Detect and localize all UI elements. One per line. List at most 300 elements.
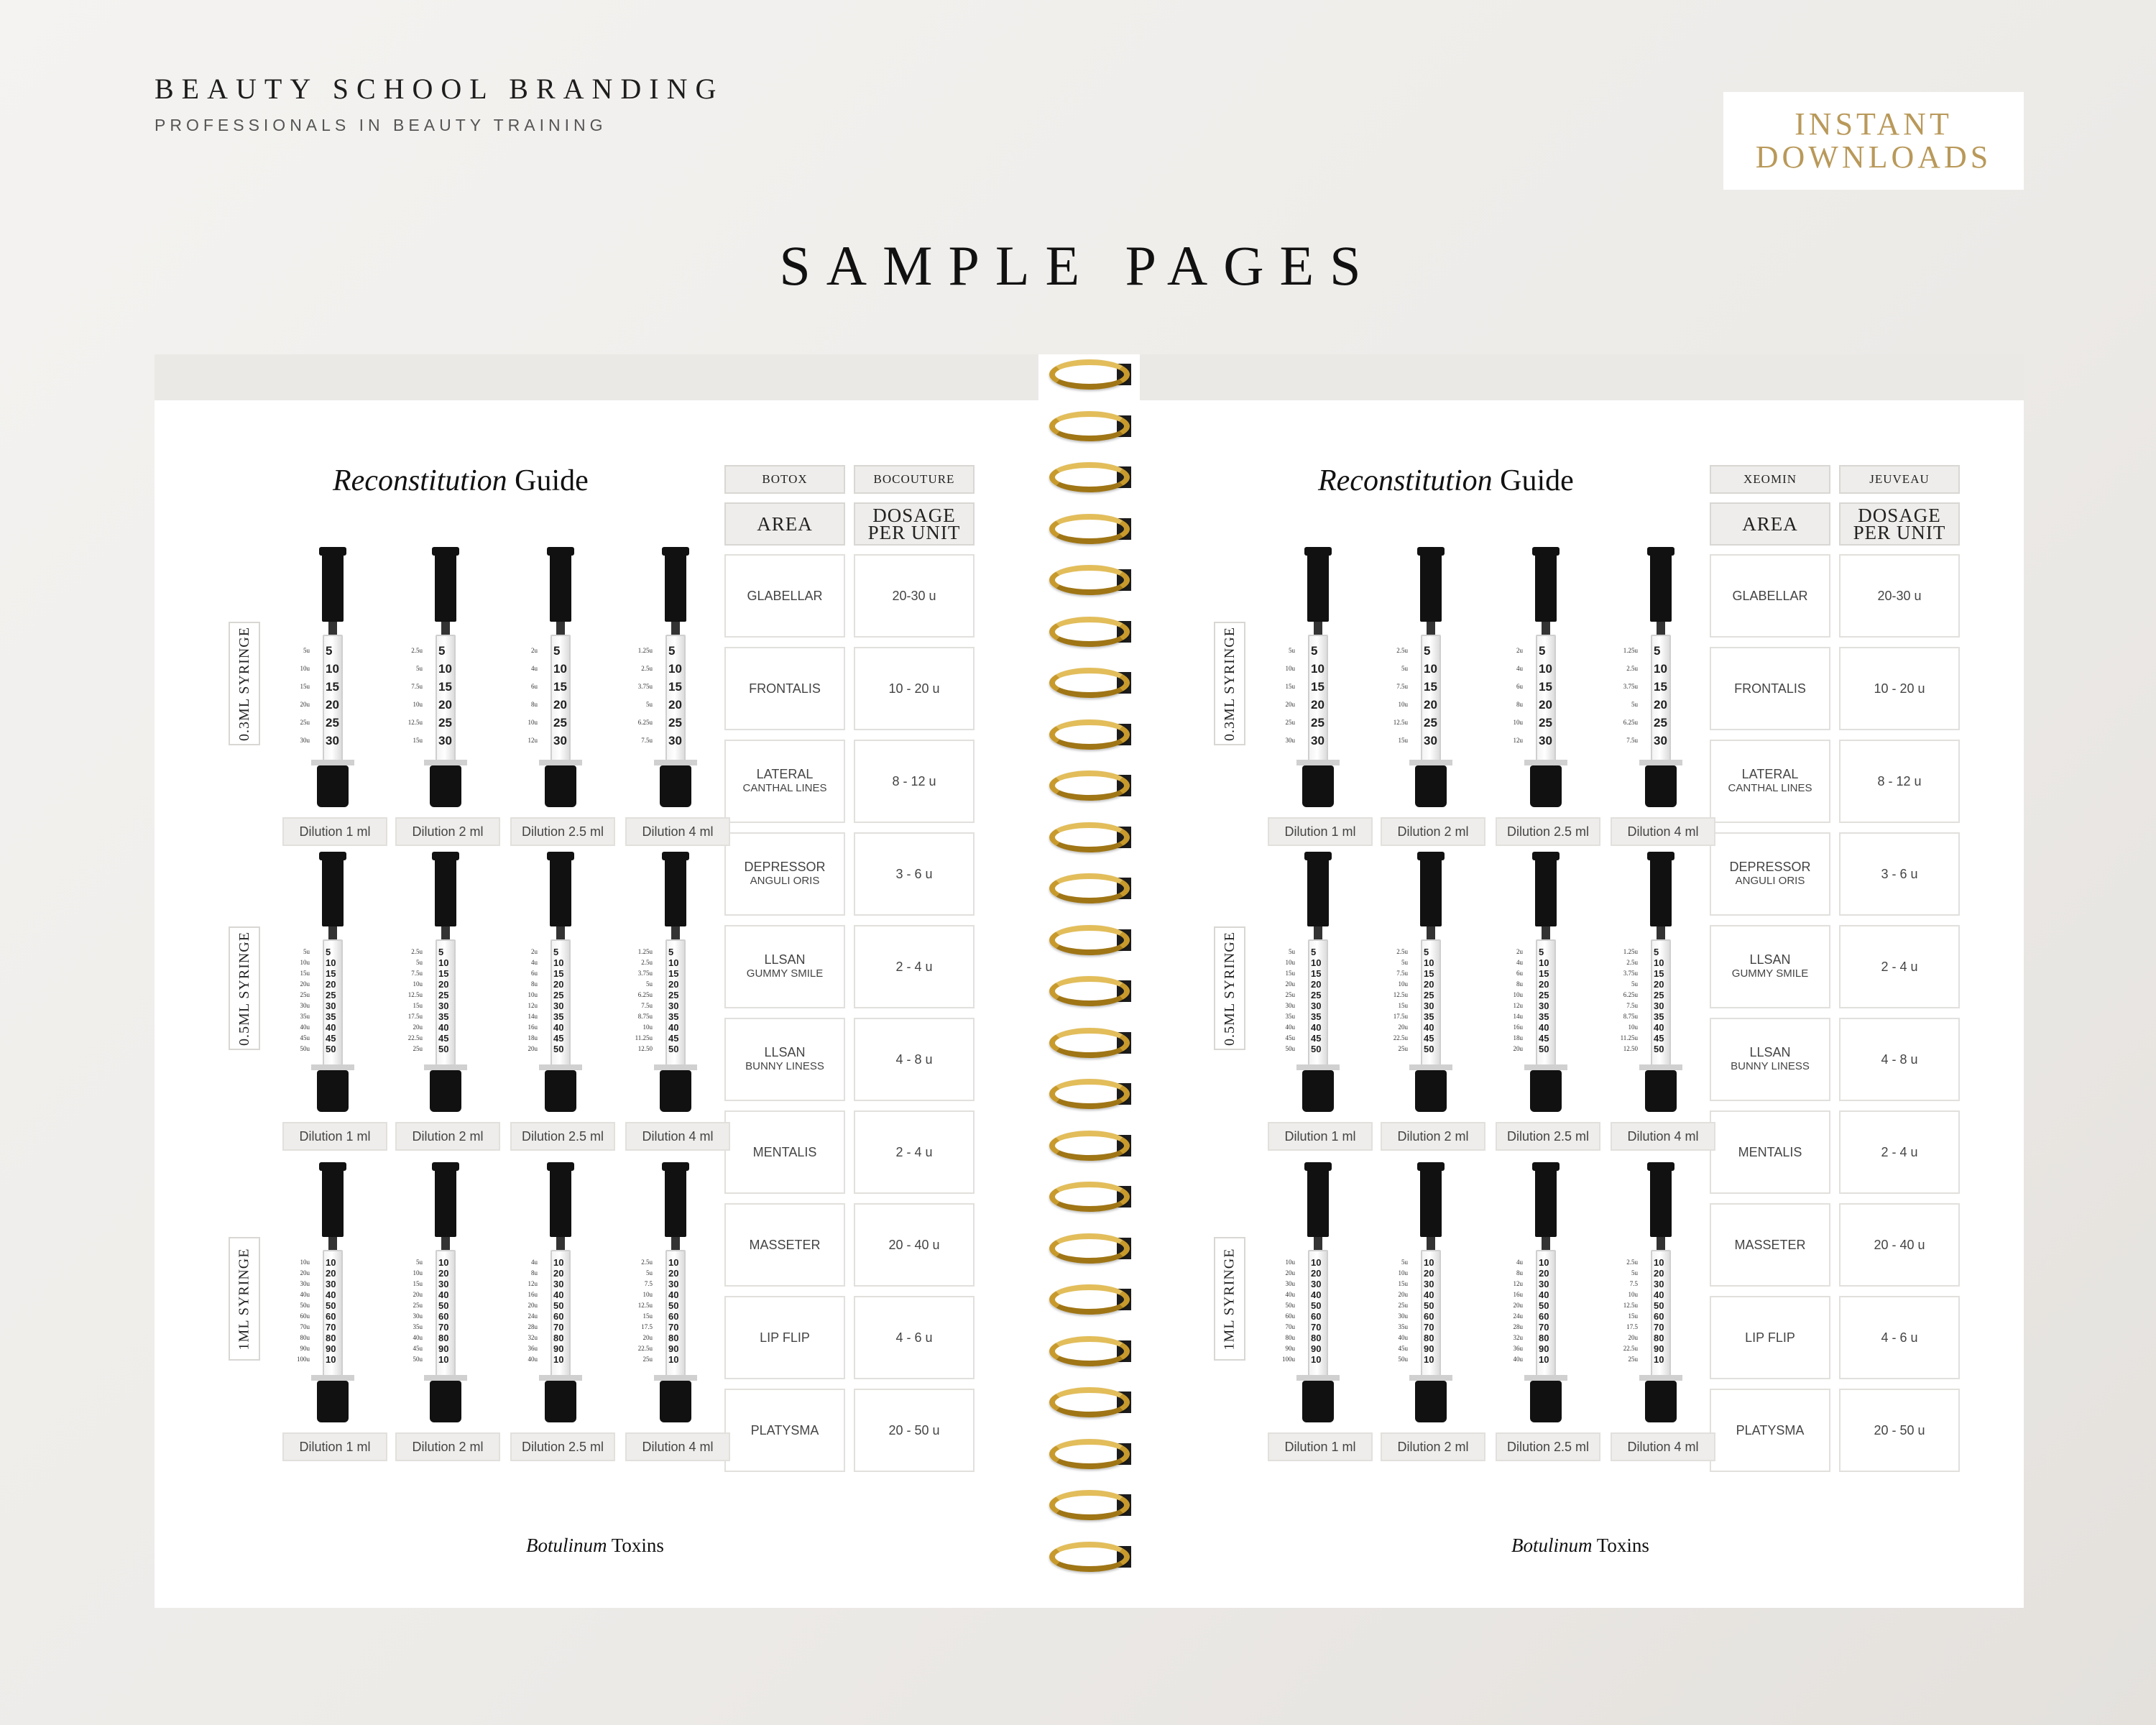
unit-marking: 4u xyxy=(531,959,538,966)
syringe-scale xyxy=(438,947,456,1054)
unit-marking: 2u xyxy=(531,647,538,654)
syringe-scale xyxy=(1654,947,1671,1054)
scale-number: 20 xyxy=(553,698,567,712)
unit-marking: 7.5u xyxy=(641,1002,653,1009)
scale-number: 45 xyxy=(553,1033,564,1044)
scale-number: 60 xyxy=(438,1311,449,1322)
syringe-illustration xyxy=(297,1165,354,1424)
scale-number: 10 xyxy=(1424,957,1434,968)
scale-number: 50 xyxy=(668,1044,679,1054)
binding-ring xyxy=(1049,514,1130,544)
scale-number: 20 xyxy=(1539,979,1549,990)
unit-marking: 5u xyxy=(1631,1269,1638,1276)
unit-marking: 5u xyxy=(1289,948,1295,955)
unit-marking: 30u xyxy=(413,1312,423,1320)
unit-marking: 8.75u xyxy=(1623,1013,1638,1020)
syringe-scale xyxy=(438,1257,456,1365)
syringe-plunger xyxy=(550,1165,571,1237)
unit-marking: 7.5u xyxy=(411,970,423,977)
area-name: LATERAL xyxy=(1741,767,1799,781)
unit-marking: 2.5u xyxy=(1396,948,1408,955)
unit-marking: 40u xyxy=(300,1291,310,1298)
area-name: MASSETER xyxy=(1734,1237,1806,1252)
binding-ring xyxy=(1049,617,1130,647)
syringe-flange xyxy=(1296,760,1340,765)
syringe-illustration xyxy=(1393,855,1452,1113)
syringe-plunger xyxy=(435,550,456,622)
scale-number: 80 xyxy=(1539,1333,1549,1343)
unit-marking: 15u xyxy=(300,683,310,690)
scale-number: 15 xyxy=(1424,968,1434,979)
unit-marking: 15u xyxy=(1398,737,1408,744)
binding-ring xyxy=(1049,1439,1130,1469)
syringe-scale xyxy=(553,947,571,1054)
scale-number: 25 xyxy=(1539,990,1549,1000)
unit-marking: 12u xyxy=(528,1002,538,1009)
syringe-hub xyxy=(1530,1070,1562,1112)
unit-marking: 5u xyxy=(303,647,310,654)
unit-marking: 15u xyxy=(413,737,423,744)
unit-marking: 12.5u xyxy=(1393,991,1408,998)
scale-number: 10 xyxy=(1539,957,1549,968)
scale-number: 15 xyxy=(1424,680,1437,694)
syringe-plunger xyxy=(1307,550,1329,622)
unit-marking: 15u xyxy=(1398,1280,1408,1287)
scale-number: 25 xyxy=(1311,990,1322,1000)
scale-number: 25 xyxy=(1311,716,1325,730)
unit-marking: 10u xyxy=(528,719,538,726)
dilution-label: Dilution 2.5 ml xyxy=(1496,817,1600,846)
unit-markings xyxy=(271,642,314,750)
syringe-plunger xyxy=(550,550,571,622)
scale-number: 30 xyxy=(553,734,567,748)
scale-number: 20 xyxy=(1311,698,1325,712)
syringe-flange xyxy=(1639,1064,1682,1070)
scale-number: 5 xyxy=(1654,644,1661,658)
instant-downloads-badge xyxy=(1723,92,2024,190)
unit-marking: 2u xyxy=(531,948,538,955)
syringe-hub xyxy=(1645,765,1677,807)
syringe-hub xyxy=(1415,1381,1447,1422)
unit-marking: 20u xyxy=(1513,1045,1523,1052)
unit-marking: 5u xyxy=(646,1269,653,1276)
unit-marking: 7.5u xyxy=(411,683,423,690)
syringe-scale xyxy=(438,642,456,750)
syringe-scale xyxy=(1311,1257,1328,1365)
scale-number: 35 xyxy=(1424,1011,1434,1022)
scale-number: 45 xyxy=(668,1033,679,1044)
scale-number: 90 xyxy=(1424,1343,1434,1354)
syringe-illustration xyxy=(413,1165,467,1424)
unit-marking: 30u xyxy=(300,737,310,744)
scale-number: 20 xyxy=(1424,1268,1434,1279)
unit-marking: 40u xyxy=(1285,1291,1295,1298)
unit-marking: 25u xyxy=(1398,1045,1408,1052)
syringe-size-text: 1ML SYRINGE xyxy=(236,1248,252,1350)
syringe-rod xyxy=(1542,926,1550,941)
unit-marking: 30u xyxy=(1285,737,1295,744)
binding-ring xyxy=(1049,462,1130,492)
unit-marking: 22.5u xyxy=(1393,1034,1408,1041)
scale-number: 30 xyxy=(668,1279,679,1289)
syringe-scale xyxy=(326,1257,343,1365)
area-name: MENTALIS xyxy=(1738,1144,1802,1159)
scale-number: 40 xyxy=(1654,1289,1664,1300)
unit-marking: 32u xyxy=(528,1334,538,1341)
unit-marking: 2.5u xyxy=(1396,647,1408,654)
scale-number: 90 xyxy=(668,1343,679,1354)
unit-marking: 2.5u xyxy=(1626,959,1638,966)
unit-marking: 22.5u xyxy=(637,1345,653,1352)
binding-ring xyxy=(1049,925,1130,955)
dosage-cell: 4 - 6 u xyxy=(1839,1296,1960,1379)
scale-number: 60 xyxy=(326,1311,336,1322)
unit-marking: 28u xyxy=(1513,1323,1523,1330)
syringe-hub xyxy=(1302,1381,1334,1422)
area-name: LLSAN xyxy=(764,952,806,967)
syringe-rod xyxy=(1657,1237,1665,1251)
unit-marking: 3.75u xyxy=(1623,970,1638,977)
scale-number: 70 xyxy=(668,1322,679,1333)
area-cell xyxy=(724,647,845,730)
syringe-flange xyxy=(654,1064,697,1070)
brand-tagline: PROFESSIONALS IN BEAUTY TRAINING xyxy=(155,116,607,134)
syringe-rod xyxy=(1427,622,1435,636)
scale-number: 70 xyxy=(1654,1322,1664,1333)
unit-marking: 1.25u xyxy=(1623,948,1638,955)
scale-number: 45 xyxy=(1654,1033,1664,1044)
scale-number: 10 xyxy=(553,957,564,968)
scale-number: 40 xyxy=(1311,1289,1322,1300)
syringe-illustration xyxy=(528,550,582,809)
unit-markings xyxy=(1369,642,1412,750)
scale-number: 30 xyxy=(438,1279,449,1289)
syringe-illustration xyxy=(1623,1165,1682,1424)
syringe-illustration xyxy=(300,855,354,1113)
unit-marking: 45u xyxy=(1398,1345,1408,1352)
unit-marking: 30u xyxy=(300,1280,310,1287)
unit-marking: 50u xyxy=(1398,1356,1408,1363)
unit-marking: 12.50 xyxy=(1623,1045,1638,1052)
scale-number: 10 xyxy=(438,1257,449,1268)
scale-number: 35 xyxy=(1654,1011,1664,1022)
unit-marking: 15u xyxy=(413,1280,423,1287)
syringe-rod xyxy=(441,926,450,941)
syringe-size-label xyxy=(1214,1237,1245,1361)
scale-number: 50 xyxy=(326,1300,336,1311)
syringe-plunger xyxy=(322,1165,344,1237)
binding-ring xyxy=(1049,1284,1130,1315)
scale-number: 10 xyxy=(1539,1257,1549,1268)
scale-number: 10 xyxy=(1424,1354,1434,1365)
syringe-rod xyxy=(328,1237,337,1251)
scale-number: 15 xyxy=(438,680,452,694)
syringe-scale xyxy=(1539,642,1556,750)
syringe-size-label xyxy=(229,926,260,1050)
scale-number: 50 xyxy=(438,1044,449,1054)
area-cell xyxy=(724,1018,845,1101)
syringe-hub xyxy=(430,765,461,807)
guide-title-italic: Reconstitution xyxy=(1318,464,1493,497)
scale-number: 30 xyxy=(326,734,339,748)
syringe-flange xyxy=(539,1375,582,1381)
unit-marking: 6.25u xyxy=(1623,991,1638,998)
badge-line-2: DOWNLOADS xyxy=(1755,139,1992,175)
scale-number: 25 xyxy=(1424,990,1434,1000)
area-cell xyxy=(724,1389,845,1472)
scale-number: 30 xyxy=(326,1000,336,1011)
unit-marking: 4u xyxy=(531,1259,538,1266)
area-subname: GUMMY SMILE xyxy=(1731,967,1809,980)
syringe-illustration xyxy=(1285,855,1340,1113)
footer-rest: Toxins xyxy=(1592,1535,1649,1556)
area-cell xyxy=(1710,1018,1830,1101)
dilution-label: Dilution 4 ml xyxy=(1611,1432,1715,1461)
unit-marking: 10u xyxy=(642,1024,653,1031)
unit-marking: 25u xyxy=(1398,1302,1408,1309)
unit-marking: 2.5u xyxy=(1626,665,1638,672)
unit-markings xyxy=(1369,1257,1412,1365)
unit-markings xyxy=(271,1257,314,1365)
dosage-cell: 10 - 20 u xyxy=(1839,647,1960,730)
syringe-scale xyxy=(1654,642,1671,750)
syringe-hub xyxy=(660,1070,691,1112)
unit-marking: 12u xyxy=(1513,1002,1523,1009)
scale-number: 15 xyxy=(326,680,339,694)
unit-marking: 24u xyxy=(528,1312,538,1320)
unit-marking: 40u xyxy=(528,1356,538,1363)
unit-marking: 100u xyxy=(1282,1356,1295,1363)
syringe-hub xyxy=(1415,1070,1447,1112)
footer-italic: Botulinum xyxy=(1511,1535,1593,1556)
unit-marking: 12.5u xyxy=(1623,1302,1638,1309)
unit-marking: 2.5u xyxy=(641,665,653,672)
area-name: PLATYSMA xyxy=(1736,1422,1805,1438)
syringe-plunger xyxy=(322,855,344,926)
unit-marking: 2.5u xyxy=(411,647,423,654)
unit-marking: 17.5 xyxy=(641,1323,653,1330)
scale-number: 90 xyxy=(1311,1343,1322,1354)
scale-number: 45 xyxy=(326,1033,336,1044)
scale-number: 5 xyxy=(553,644,561,658)
scale-number: 15 xyxy=(1654,680,1667,694)
syringe-scale xyxy=(1539,1257,1556,1365)
area-name: MENTALIS xyxy=(752,1144,817,1159)
scale-number: 30 xyxy=(326,1279,336,1289)
scale-number: 10 xyxy=(668,1257,679,1268)
scale-number: 60 xyxy=(1539,1311,1549,1322)
scale-number: 10 xyxy=(438,662,452,676)
unit-marking: 20u xyxy=(1628,1334,1638,1341)
dilution-label: Dilution 2.5 ml xyxy=(510,817,615,846)
binding-ring xyxy=(1049,1182,1130,1212)
unit-marking: 100u xyxy=(297,1356,310,1363)
syringe-plunger xyxy=(1420,1165,1442,1237)
scale-number: 15 xyxy=(326,968,336,979)
scale-number: 10 xyxy=(1539,662,1552,676)
scale-number: 35 xyxy=(1311,1011,1322,1022)
syringe-illustration xyxy=(635,855,697,1113)
area-name: GLABELLAR xyxy=(1732,588,1808,603)
unit-marking: 70u xyxy=(1285,1323,1295,1330)
scale-number: 35 xyxy=(668,1011,679,1022)
unit-marking: 7.5u xyxy=(1626,1002,1638,1009)
scale-number: 30 xyxy=(668,1000,679,1011)
scale-number: 5 xyxy=(1424,947,1429,957)
scale-number: 40 xyxy=(1311,1022,1322,1033)
unit-marking: 17.5u xyxy=(407,1013,423,1020)
unit-marking: 2u xyxy=(1516,948,1523,955)
dosage-cell: 4 - 8 u xyxy=(1839,1018,1960,1101)
unit-markings xyxy=(1599,642,1642,750)
area-cell xyxy=(1710,647,1830,730)
area-name: FRONTALIS xyxy=(1734,681,1806,696)
syringe-scale xyxy=(326,947,343,1054)
unit-marking: 5u xyxy=(1401,1259,1408,1266)
syringe-hub xyxy=(1645,1381,1677,1422)
syringe-hub xyxy=(660,1381,691,1422)
scale-number: 50 xyxy=(1654,1044,1664,1054)
unit-marking: 50u xyxy=(1285,1302,1295,1309)
dilution-label: Dilution 1 ml xyxy=(282,1122,387,1151)
unit-marking: 80u xyxy=(1285,1334,1295,1341)
scale-number: 20 xyxy=(1311,979,1322,990)
area-cell xyxy=(724,1203,845,1287)
scale-number: 45 xyxy=(1539,1033,1549,1044)
area-name: LIP FLIP xyxy=(1745,1330,1795,1345)
unit-marking: 5u xyxy=(1289,647,1295,654)
scale-number: 40 xyxy=(1539,1289,1549,1300)
syringe-flange xyxy=(539,760,582,765)
area-subname: BUNNY LINESS xyxy=(745,1060,824,1072)
unit-marking: 3.75u xyxy=(1623,683,1638,690)
scale-number: 30 xyxy=(438,1000,449,1011)
area-header: AREA xyxy=(724,502,845,546)
scale-number: 10 xyxy=(668,1354,679,1365)
syringe-plunger xyxy=(665,550,686,622)
unit-marking: 10u xyxy=(413,701,423,708)
scale-number: 5 xyxy=(326,947,331,957)
unit-marking: 12.5u xyxy=(1393,719,1408,726)
dosage-cell: 20-30 u xyxy=(854,554,975,638)
syringe-flange xyxy=(1639,760,1682,765)
scale-number: 80 xyxy=(1424,1333,1434,1343)
scale-number: 80 xyxy=(553,1333,564,1343)
syringe-hub xyxy=(545,1070,576,1112)
unit-marking: 10u xyxy=(1398,1269,1408,1276)
scale-number: 30 xyxy=(1424,734,1437,748)
scale-number: 30 xyxy=(1424,1279,1434,1289)
syringe-hub xyxy=(1302,1070,1334,1112)
scale-number: 25 xyxy=(1424,716,1437,730)
scale-number: 20 xyxy=(1424,979,1434,990)
scale-number: 80 xyxy=(668,1333,679,1343)
unit-marking: 18u xyxy=(1513,1034,1523,1041)
syringe-illustration xyxy=(407,855,467,1113)
syringe-plunger xyxy=(1420,855,1442,926)
unit-marking: 30u xyxy=(1398,1312,1408,1320)
unit-marking: 22.5u xyxy=(407,1034,423,1041)
syringe-flange xyxy=(1409,1064,1452,1070)
syringe-plunger xyxy=(1307,1165,1329,1237)
scale-number: 90 xyxy=(326,1343,336,1354)
scale-number: 40 xyxy=(668,1289,679,1300)
scale-number: 25 xyxy=(1654,716,1667,730)
unit-marking: 12u xyxy=(528,737,538,744)
area-name: GLABELLAR xyxy=(747,588,823,603)
unit-marking: 12u xyxy=(1513,1280,1523,1287)
unit-marking: 10u xyxy=(300,665,310,672)
syringe-size-label xyxy=(229,622,260,745)
unit-markings xyxy=(1256,947,1299,1054)
syringe-flange xyxy=(654,1375,697,1381)
scale-number: 45 xyxy=(1311,1033,1322,1044)
syringe-flange xyxy=(311,760,354,765)
syringe-flange xyxy=(1409,760,1452,765)
scale-number: 35 xyxy=(1539,1011,1549,1022)
scale-number: 30 xyxy=(1539,1279,1549,1289)
scale-number: 40 xyxy=(553,1289,564,1300)
syringe-plunger xyxy=(435,855,456,926)
area-cell xyxy=(724,740,845,823)
scale-number: 80 xyxy=(326,1333,336,1343)
syringe-plunger xyxy=(1535,1165,1557,1237)
scale-number: 60 xyxy=(1424,1311,1434,1322)
syringe-illustration xyxy=(637,550,697,809)
syringe-flange xyxy=(1296,1375,1340,1381)
syringe-hub xyxy=(1302,765,1334,807)
syringe-flange xyxy=(539,1064,582,1070)
scale-number: 50 xyxy=(668,1300,679,1311)
syringe-plunger xyxy=(1650,550,1672,622)
scale-number: 40 xyxy=(553,1022,564,1033)
unit-marking: 4u xyxy=(1516,959,1523,966)
dosage-cell: 8 - 12 u xyxy=(1839,740,1960,823)
unit-marking: 4u xyxy=(1516,665,1523,672)
dilution-label: Dilution 2 ml xyxy=(395,817,500,846)
scale-number: 5 xyxy=(1539,947,1544,957)
area-cell xyxy=(1710,554,1830,638)
syringe-size-text: 0.5ML SYRINGE xyxy=(236,931,252,1046)
footer-italic: Botulinum xyxy=(526,1535,607,1556)
syringe-rod xyxy=(1657,622,1665,636)
dilution-label: Dilution 2.5 ml xyxy=(1496,1432,1600,1461)
syringe-rod xyxy=(556,926,565,941)
binding-ring xyxy=(1049,1336,1130,1366)
area-name: LLSAN xyxy=(1749,952,1791,967)
unit-marking: 11.25u xyxy=(1620,1034,1638,1041)
unit-marking: 15u xyxy=(1285,683,1295,690)
dosage-cell: 4 - 8 u xyxy=(854,1018,975,1101)
unit-marking: 20u xyxy=(1513,1302,1523,1309)
scale-number: 5 xyxy=(553,947,559,957)
syringe-scale xyxy=(1424,947,1441,1054)
unit-marking: 40u xyxy=(1285,1024,1295,1031)
syringe-rod xyxy=(1314,926,1322,941)
unit-markings xyxy=(1256,1257,1299,1365)
syringe-plunger xyxy=(550,855,571,926)
syringe-scale xyxy=(1654,1257,1671,1365)
scale-number: 30 xyxy=(553,1000,564,1011)
scale-number: 20 xyxy=(438,1268,449,1279)
unit-marking: 6.25u xyxy=(637,719,653,726)
syringe-rod xyxy=(1314,1237,1322,1251)
scale-number: 10 xyxy=(326,1257,336,1268)
unit-markings xyxy=(1484,642,1527,750)
scale-number: 50 xyxy=(553,1044,564,1054)
dilution-label: Dilution 2 ml xyxy=(395,1432,500,1461)
syringe-hub xyxy=(317,765,349,807)
